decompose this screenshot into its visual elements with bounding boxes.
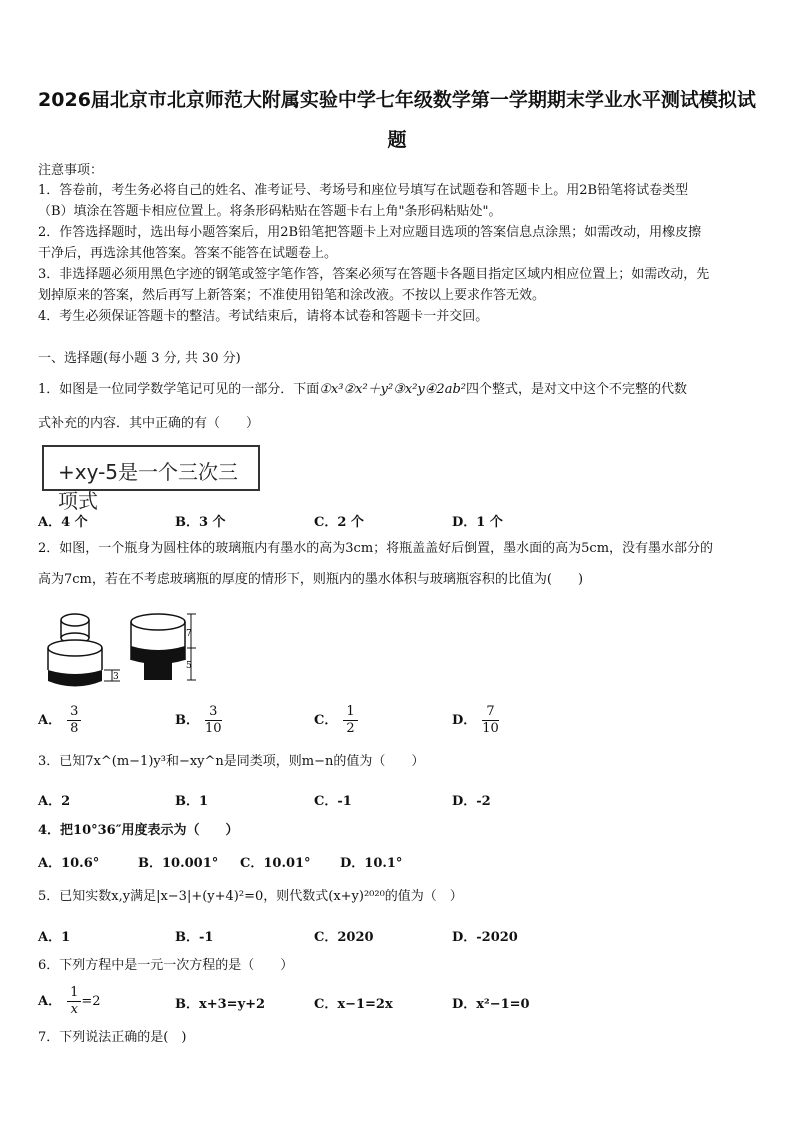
notebook-snippet <box>42 445 260 513</box>
question-1-post: 四个整式，是对文中这个不完整的代数 <box>465 382 687 397</box>
question-1-pre: 1．如图是一位同学数学笔记可见的一部分．下面 <box>38 382 320 397</box>
notice-line: 干净后，再选涂其他答案。答案不能答在试题卷上。 <box>38 246 338 261</box>
fraction <box>67 704 81 737</box>
question-3-text: 3．已知7x^(m−1)y³和−xy^n是同类项，则m−n的值为（ ） <box>38 754 425 769</box>
question-2-option-a[interactable] <box>38 704 81 737</box>
numerator: 3 <box>67 704 81 721</box>
question-4-option-b[interactable]: B．10.001° <box>138 856 219 871</box>
notice-heading: 注意事项： <box>38 163 104 178</box>
notice-line: 2．作答选择题时，选出每小题答案后，用2B铅笔把答题卡上对应题目选项的答案信息点涂黑；如需改动，用橡皮擦 <box>38 225 702 240</box>
section-heading: 一、选择题(每小题 3 分, 共 30 分) <box>38 351 241 366</box>
question-1-expressions: ①x³②x²＋y²③x²y④2ab² <box>319 382 466 397</box>
question-6-text: 6．下列方程中是一元一次方程的是（ ） <box>38 958 294 973</box>
empty-height-label: 7 <box>186 629 192 639</box>
question-4-option-a[interactable]: A．10.6° <box>38 856 100 871</box>
question-3-option-d[interactable]: D．-2 <box>452 794 491 809</box>
question-6-option-c[interactable]: C．x−1=2x <box>314 997 393 1012</box>
numerator: 3 <box>205 704 222 721</box>
option-letter: B． <box>175 713 199 728</box>
question-3-option-c[interactable]: C．-1 <box>314 794 352 809</box>
numerator: 7 <box>482 704 499 721</box>
question-5-option-a[interactable]: A．1 <box>38 930 71 945</box>
question-1-option-d[interactable]: D．1 个 <box>452 515 503 530</box>
notice-line: 3．非选择题必须用黑色字迹的钢笔或签字笔作答，答案必须写在答题卡各题目指定区域内相应位置上；如需改动，先 <box>38 267 710 282</box>
option-letter: A． <box>38 713 62 728</box>
question-2-line1: 2．如图，一个瓶身为圆柱体的玻璃瓶内有墨水的高为3cm；将瓶盖盖好后倒置，墨水面的高为5cm，没有墨水部分的 <box>38 541 714 556</box>
denominator: 8 <box>70 721 79 736</box>
denominator: x <box>70 1002 78 1017</box>
question-2-line2: 高为7cm，若在不考虑玻璃瓶的厚度的情形下，则瓶内的墨水体积与玻璃瓶容积的比值为( ) <box>38 572 584 587</box>
denominator: 10 <box>482 721 499 736</box>
fraction <box>205 704 222 737</box>
question-1-line2: 式补充的内容．其中正确的有（ ） <box>38 416 260 431</box>
question-5-option-c[interactable]: C．2020 <box>314 930 374 945</box>
ink-height-label: 3 <box>113 672 119 682</box>
question-2-option-d[interactable] <box>452 704 499 737</box>
denominator: 2 <box>346 721 355 736</box>
question-6-option-d[interactable]: D．x²−1=0 <box>452 997 530 1012</box>
option-a-rest: =2 <box>81 994 101 1009</box>
denominator: 10 <box>205 721 222 736</box>
question-2-option-c[interactable] <box>314 704 358 737</box>
fraction <box>482 704 499 737</box>
notebook-snippet-text: +xy-5是一个三次三项式 <box>58 460 239 513</box>
question-7-text: 7．下列说法正确的是( ) <box>38 1030 187 1045</box>
question-5-text: 5．已知实数x,y满足|x−3|+(y+4)²=0，则代数式(x+y)²⁰²⁰的值为（ ） <box>38 889 463 904</box>
notice-line: 1．答卷前，考生务必将自己的姓名、准考证号、考场号和座位号填写在试题卷和答题卡上。用2B铅笔将试卷类型 <box>38 183 689 198</box>
fraction <box>67 985 81 1018</box>
question-4-option-d[interactable]: D．10.1° <box>340 856 403 871</box>
exam-title-line2: 题 <box>387 129 407 151</box>
notice-line: 4．考生必须保证答题卡的整洁。考试结束后，请将本试卷和答题卡一并交回。 <box>38 309 489 324</box>
question-3-option-b[interactable]: B．1 <box>175 794 209 809</box>
bottle-diagram <box>40 608 200 690</box>
upright-bottle <box>48 614 120 687</box>
notice-line: 划掉原来的答案，然后再写上新答案；不准使用铅笔和涂改液。不按以上要求作答无效。 <box>38 288 546 303</box>
numerator: 1 <box>343 704 357 721</box>
question-1-option-a[interactable]: A．4 个 <box>38 515 88 530</box>
question-5-option-b[interactable]: B．-1 <box>175 930 214 945</box>
question-6-option-a[interactable] <box>38 985 101 1018</box>
option-letter: A． <box>38 994 62 1009</box>
question-4-text: 4．把10°36″用度表示为（ ） <box>38 823 239 838</box>
fraction <box>343 704 357 737</box>
question-1-option-b[interactable]: B．3 个 <box>175 515 226 530</box>
exam-title-line1: 2026届北京市北京师范大附属实验中学七年级数学第一学期期末学业水平测试模拟试 <box>38 89 756 111</box>
numerator: 1 <box>67 985 81 1002</box>
question-6-option-b[interactable]: B．x+3=y+2 <box>175 997 266 1012</box>
question-5-option-d[interactable]: D．-2020 <box>452 930 518 945</box>
option-letter: D． <box>452 713 477 728</box>
ink-inverted-height-label: 5 <box>186 661 192 671</box>
question-4-option-c[interactable]: C．10.01° <box>240 856 311 871</box>
question-1-line1 <box>38 379 687 400</box>
question-1-option-c[interactable]: C．2 个 <box>314 515 364 530</box>
notice-line: （B）填涂在答题卡相应位置上。将条形码粘贴在答题卡右上角"条形码粘贴处"。 <box>38 204 502 219</box>
option-letter: C． <box>314 713 338 728</box>
question-3-option-a[interactable]: A．2 <box>38 794 71 809</box>
question-2-option-b[interactable] <box>175 704 222 737</box>
inverted-bottle <box>131 614 196 680</box>
